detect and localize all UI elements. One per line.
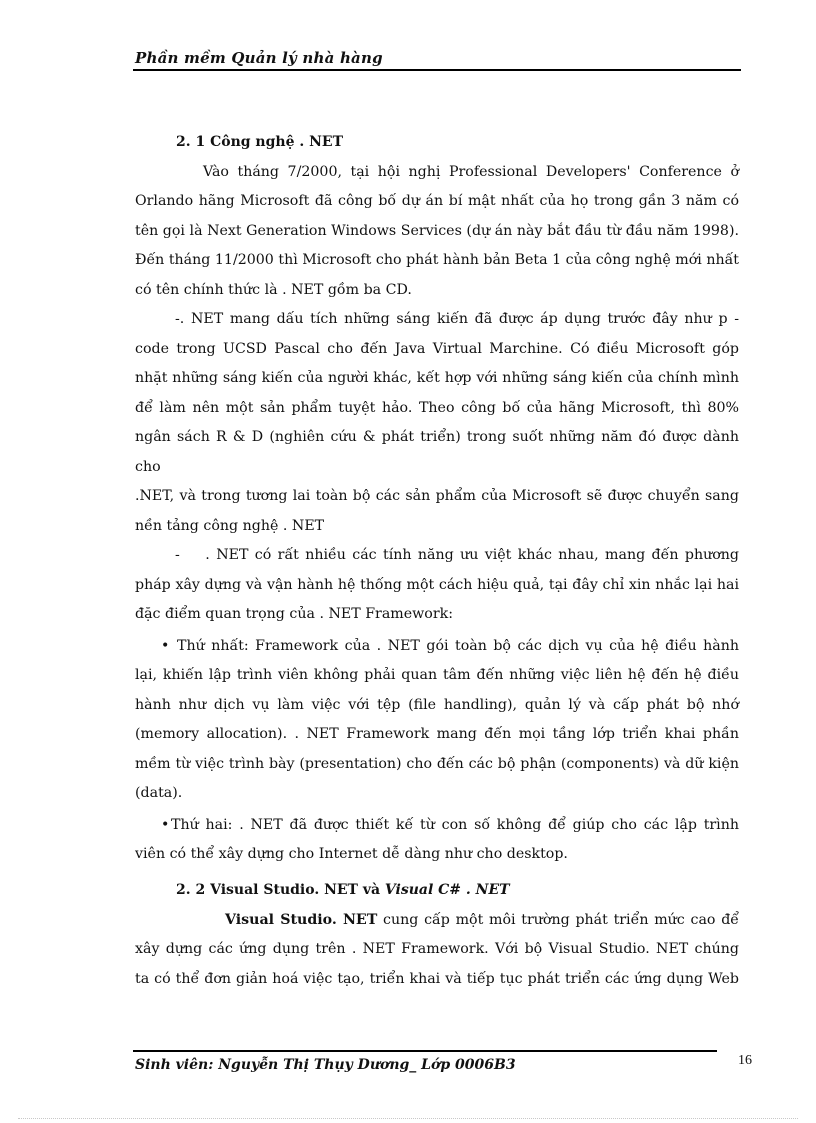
- bold-term: Visual Studio. NET: [225, 911, 378, 928]
- section-1: [135, 128, 739, 870]
- page-bottom-divider: [18, 1118, 798, 1119]
- bullet-icon: •: [161, 816, 170, 833]
- paragraph-line: để làm nên một sản phẩm tuyệt hảo. Theo công bố của hãng Microsoft, thì 80%: [135, 399, 739, 416]
- footer-student: Sinh viên: Nguyễn Thị Thụy Dương_ Lớp 0006B3: [135, 1057, 516, 1073]
- paragraph-line: đặc điểm quan trọng của . NET Framework:: [135, 606, 453, 622]
- paragraph-line: xây dựng các ứng dụng trên . NET Framework. Với bộ Visual Studio. NET chúng: [135, 941, 739, 957]
- section-1-heading: 2. 1 Công nghệ . NET: [176, 134, 343, 150]
- paragraph-line: - . NET có rất nhiều các tính năng ưu việt khác nhau, mang đến phương: [175, 547, 739, 563]
- bullet-icon: •: [161, 637, 170, 654]
- paragraph-line: Orlando hãng Microsoft đã công bố dự án bí mật nhất của họ trong gần 3 năm có: [135, 193, 739, 209]
- bullet-first-line: [135, 632, 739, 662]
- paragraph-line: tên gọi là Next Generation Windows Services (dự án này bắt đầu từ đầu năm 1998).: [135, 222, 739, 239]
- paragraph-line: nhặt những sáng kiến của người khác, kết hợp với những sáng kiến của chính mình: [135, 370, 739, 386]
- section-1-paragraph-2: [135, 305, 739, 541]
- bullet-item-1: [135, 632, 739, 809]
- paragraph-line: (data).: [135, 785, 183, 801]
- bullet-item-2: [135, 811, 739, 870]
- header-title: Phần mềm Quản lý nhà hàng: [135, 49, 383, 67]
- header-rule: [133, 69, 741, 71]
- paragraph-line: .NET, và trong tương lai toàn bộ các sản phẩm của Microsoft sẽ được chuyển sang: [135, 488, 739, 504]
- bullet-text: Thứ nhất: Framework của . NET gói toàn bộ các dịch vụ của hệ điều hành: [177, 637, 739, 654]
- paragraph-line: ta có thể đơn giản hoá việc tạo, triển khai và tiếp tục phát triển các ứng dụng Web: [135, 970, 739, 987]
- paragraph-line: Đến tháng 11/2000 thì Microsoft cho phát hành bản Beta 1 của công nghệ mới nhất: [135, 252, 739, 268]
- paragraph-line: lại, khiến lập trình viên không phải quan tâm đến những việc liên hệ đến hệ điều: [135, 667, 739, 683]
- paragraph-text: cung cấp một môi trường phát triển mức cao để: [377, 911, 739, 928]
- section-2-heading: [135, 876, 739, 906]
- section-2-heading-text: 2. 2 Visual Studio. NET và: [176, 882, 385, 898]
- section-2-heading-italic: Visual C# . NET: [384, 882, 510, 898]
- section-2-paragraph-1: [135, 906, 739, 995]
- paragraph-line: (memory allocation). . NET Framework mang đến mọi tầng lớp triển khai phần: [135, 726, 739, 742]
- section-1-paragraph-1: [135, 158, 739, 306]
- paragraph-line: mềm từ việc trình bày (presentation) cho đến các bộ phận (components) và dữ kiện: [135, 755, 739, 772]
- paragraph-line: viên có thể xây dựng cho Internet dễ dàng như cho desktop.: [135, 846, 568, 862]
- paragraph-line: nền tảng công nghệ . NET: [135, 517, 325, 534]
- paragraph-line: có tên chính thức là . NET gồm ba CD.: [135, 281, 412, 298]
- paragraph-line: -. NET mang dấu tích những sáng kiến đã được áp dụng trước đây như p -: [175, 311, 739, 327]
- paragraph-line: code trong UCSD Pascal cho đến Java Virtual Marchine. Có điều Microsoft góp: [135, 340, 739, 357]
- section-2: [135, 876, 739, 994]
- paragraph-line: pháp xây dựng và vận hành hệ thống một cách hiệu quả, tại đây chỉ xin nhắc lại hai: [135, 576, 739, 593]
- paragraph-line: Vào tháng 7/2000, tại hội nghị Professional Developers' Conference ở: [203, 163, 739, 180]
- paragraph-line: ngân sách R & D (nghiên cứu & phát triển) trong suốt những năm đó được dành cho: [135, 429, 739, 475]
- paragraph-first-line: [135, 906, 739, 936]
- paragraph-line: hành như dịch vụ làm việc với tệp (file handling), quản lý và cấp phát bộ nhớ: [135, 696, 739, 713]
- page-number: 16: [738, 1053, 752, 1068]
- footer-rule: [133, 1050, 717, 1052]
- section-1-paragraph-3: [135, 541, 739, 630]
- bullet-text: Thứ hai: . NET đã được thiết kế từ con số không để giúp cho các lập trình: [171, 816, 739, 833]
- bullet-first-line: [135, 811, 739, 841]
